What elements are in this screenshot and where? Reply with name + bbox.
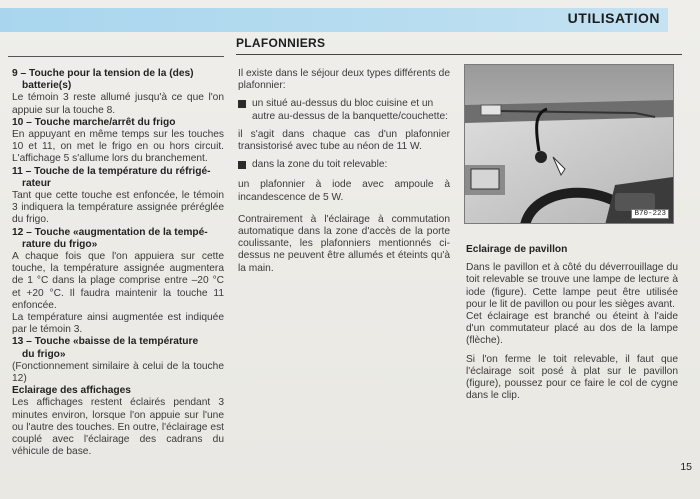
heading-affichages: Eclairage des affichages <box>12 385 131 397</box>
figure-label: B70-223 <box>631 209 669 219</box>
right-para-3: Si l'on ferme le toit relevable, il faut que l'éclairage soit posé à plat sur le pavillon (figure), poussez pour ce faire le col de cygne dans le clip. <box>466 353 678 402</box>
heading-13-num: 13 – <box>12 336 32 348</box>
heading-12-line2: rature du frigo» <box>22 238 98 250</box>
para-13: (Fonctionnement similaire à celui de la touche 12) <box>12 360 224 385</box>
heading-10-line1: Touche marche/arrêt du frigo <box>34 116 176 128</box>
figure-interior-lamp <box>464 64 674 224</box>
heading-10-num: 10 – <box>12 116 32 128</box>
square-bullet-icon <box>238 100 246 108</box>
page-number: 15 <box>680 461 692 473</box>
heading-12-line1: Touche «augmentation de la tempé- <box>34 226 208 238</box>
heading-12-num: 12 – <box>12 226 32 238</box>
heading-9 <box>12 68 224 92</box>
bullet-2 <box>238 159 450 171</box>
left-column <box>12 68 224 459</box>
heading-12 <box>12 227 224 251</box>
right-heading: Eclairage de pavillon <box>466 244 568 255</box>
para-12a: A chaque fois que l'on appuiera sur cette touche, la température assignée augmentera de 1 °C dans la plage comprise entre –20 °C et +20 °C. Il faudra maintenir la touche 11 enfoncée. <box>12 251 224 311</box>
bullet-1 <box>238 98 450 122</box>
bullet-1-text: un situé au-dessus du bloc cuisine et un autre au-dessus de la banquette/couchette: <box>252 98 448 122</box>
square-bullet-icon <box>238 161 246 169</box>
subhead-block <box>236 36 666 55</box>
para-9: Le témoin 3 reste allumé jusqu'à ce que l'on appuie sur la touche 8. <box>12 92 224 116</box>
right-column <box>466 244 678 402</box>
para-12b: La température ainsi augmentée est indiquée par le témoin 3. <box>12 312 224 336</box>
lamp-illustration <box>465 65 673 223</box>
mid-para-1: il s'agit dans chaque cas d'un plafonnier transistorisé avec tube au néon de 11 W. <box>238 128 450 153</box>
para-11: Tant que cette touche est enfoncée, le témoin 3 indiquera la température assignée préréglée du frigo. <box>12 190 224 226</box>
right-para-1: Dans le pavillon et à côté du déverrouillage du toit relevable se trouve une lampe de lecture à iode (figure). Cette lampe peut être utilisée pour le lit de pavillon ou pour les sièges avant. <box>466 262 678 310</box>
left-rule <box>8 56 224 57</box>
para-affichages: Les affichages restent éclairés pendant 3 minutes environ, lorsque l'on appuie sur l'une ou l'autre des touches. En outre, l'éclairage est couplé avec l'éclairage des cadrans du véhicule de base. <box>12 397 224 458</box>
heading-9-num: 9 – <box>12 68 27 79</box>
mid-para-2: un plafonnier à iode avec ampoule à incandescence de 5 W. <box>238 179 450 203</box>
heading-11-line1: Touche de la température du réfrigé- <box>34 165 211 177</box>
heading-9-line1: Touche pour la tension de la (des) <box>29 68 194 79</box>
heading-13-line2: du frigo» <box>22 348 66 360</box>
heading-11-num: 11 – <box>12 165 32 177</box>
para-10: En appuyant en même temps sur les touches 10 et 11, on met le frigo en ou hors circuit. L'affichage 5 s'allume lors du branchement. <box>12 129 224 165</box>
heading-13 <box>12 336 224 360</box>
mid-intro: Il existe dans le séjour deux types différents de plafonnier: <box>238 68 450 92</box>
heading-10 <box>12 117 224 129</box>
heading-9-line2: batterie(s) <box>22 80 72 92</box>
mid-para-3: Contrairement à l'éclairage à commutation automatique dans la zone d'accès de la porte coulissante, les plafonniers mentionnés ci-dessus ne peuvent être allumés et éteints qu'à la main. <box>238 213 450 274</box>
heading-13-line1: Touche «baisse de la température <box>34 336 199 348</box>
right-para-2: Cet éclairage est branché ou éteint à l'aide d'un commutateur placé au dos de la lampe (flèche). <box>466 311 678 347</box>
subhead-title: PLAFONNIERS <box>236 36 326 50</box>
heading-11-line2: rateur <box>22 177 51 189</box>
bullet-2-text: dans la zone du toit relevable: <box>252 159 388 171</box>
heading-11 <box>12 166 224 190</box>
middle-column <box>238 68 450 275</box>
subhead-rule <box>236 54 682 55</box>
section-title: UTILISATION <box>567 10 660 26</box>
